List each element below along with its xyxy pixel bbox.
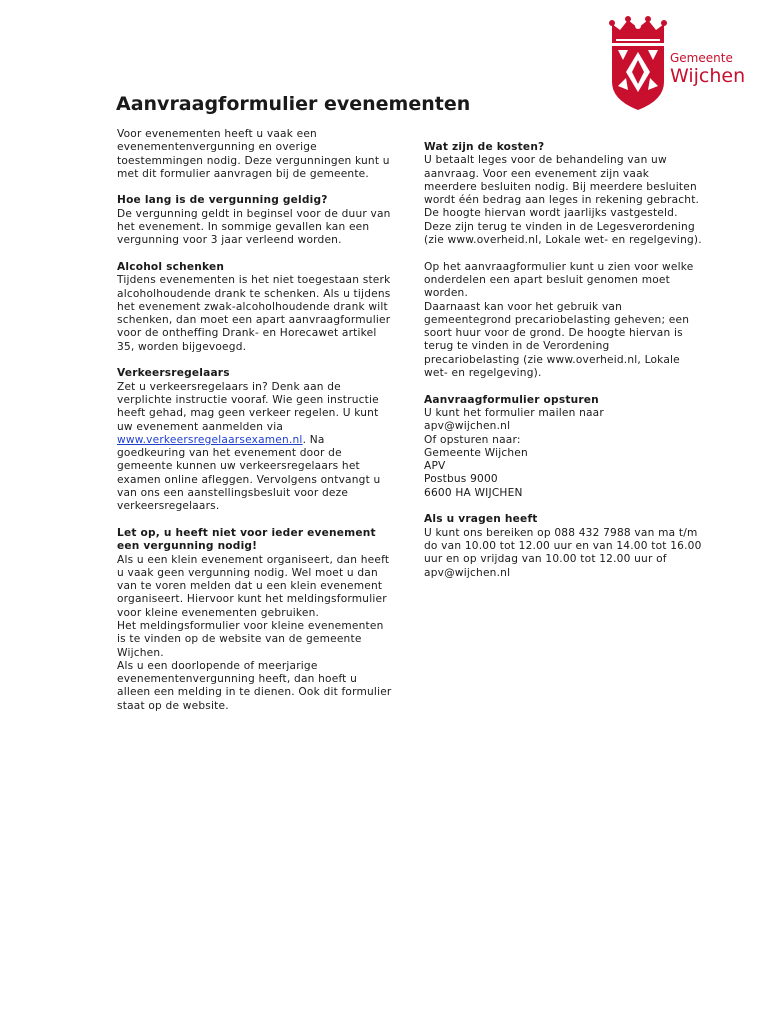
traffic-block xyxy=(117,367,393,513)
alcohol-text: Tijdens evenementen is het niet toegestaan sterk alcoholhoudende drank te schenken. Als u tijdens het evenement zwak-alcoholhoudende drank wilt schenken, dan moet een apart aanvraagformulier voor de ontheffing Drank- en Horecawet artikel 35, worden bijgevoegd. xyxy=(117,274,391,353)
right-column xyxy=(424,141,702,593)
traffic-heading: Verkeersregelaars xyxy=(117,367,230,380)
gemeente-wijchen-logo xyxy=(606,16,756,112)
questions-block xyxy=(424,513,702,579)
small-event-text-3: Als u een doorlopende of meerjarige evenementenvergunning heeft, dan hoeft u alleen een melding in te dienen. Ook dit formulier staat op de website. xyxy=(117,659,392,712)
logo-wordmark xyxy=(670,52,745,86)
send-block xyxy=(424,394,702,500)
precario-text-1: Op het aanvraagformulier kunt u zien voor welke onderdelen een apart besluit genomen moet worden. xyxy=(424,260,694,300)
intro-text: Voor evenementen heeft u vaak een evenementenvergunning en overige toestemmingen nodig. Deze vergunningen kunt u met dit formulier aanvragen bij de gemeente. xyxy=(117,128,390,180)
traffic-text-before: Zet u verkeersregelaars in? Denk aan de verplichte instructie vooraf. Wie geen instructie heeft gehad, mag geen verkeer regelen. U kunt uw evenement aanmelden via xyxy=(117,380,379,433)
validity-heading: Hoe lang is de vergunning geldig? xyxy=(117,194,328,207)
small-event-heading: Let op, u heeft niet voor ieder evenement een vergunning nodig! xyxy=(117,526,376,553)
small-event-text-2: Het meldingsformulier voor kleine evenementen is te vinden op de website van de gemeente Wijchen. xyxy=(117,619,384,659)
coat-of-arms-icon xyxy=(606,16,670,112)
send-email: apv@wijchen.nl xyxy=(424,420,511,433)
send-heading: Aanvraagformulier opsturen xyxy=(424,393,599,406)
questions-text: U kunt ons bereiken op 088 432 7988 van ma t/m do van 10.00 tot 12.00 uur en van 14.00 tot 16.00 uur en op vrijdag van 10.00 tot 12.00 uur of apv@wijchen.nl xyxy=(424,526,702,579)
costs-text: U betaalt leges voor de behandeling van uw aanvraag. Voor een evenement zijn vaak meerdere besluiten nodig. Bij meerdere besluiten wordt één bedrag aan leges in rekening gebracht. De hoogte hiervan wordt jaarlijks vastgesteld. Deze zijn terug te vinden in de Legesverordening (zie www.overheid.nl, Lokale wet- en regelgeving). xyxy=(424,154,702,247)
logo-line-wijchen: Wijchen xyxy=(670,65,746,87)
left-column xyxy=(117,128,393,726)
page-title: Aanvraagformulier evenementen xyxy=(116,93,471,115)
questions-heading: Als u vragen heeft xyxy=(424,513,538,526)
small-event-block xyxy=(117,527,393,713)
send-address-line: 6600 HA WIJCHEN xyxy=(424,486,523,499)
small-event-text-1: Als u een klein evenement organiseert, dan heeft u vaak geen vergunning nodig. Wel moet u dan van te voren melden dat u een klein evenement organiseert. Hiervoor kunt het meldingsformulier voor kleine evenementen gebruiken. xyxy=(117,553,390,619)
send-address-line: Postbus 9000 xyxy=(424,473,498,486)
send-address-line: APV xyxy=(424,460,446,473)
traffic-text xyxy=(117,381,393,514)
costs-heading: Wat zijn de kosten? xyxy=(424,141,545,153)
traffic-text-after: . Na goedkeuring van het evenement door de gemeente kunnen uw verkeersregelaars het examen online afleggen. Vervolgens ontvangt u van ons een aanstellingsbesluit voor deze verkeersregelaars. xyxy=(117,433,381,513)
verkeersregelaarsexamen-link[interactable]: www.verkeersregelaarsexamen.nl xyxy=(117,433,303,446)
alcohol-block xyxy=(117,261,393,354)
send-line: Of opsturen naar: xyxy=(424,433,521,446)
intro-block xyxy=(117,128,393,181)
precario-block xyxy=(424,261,702,381)
logo-line-gemeente: Gemeente xyxy=(670,51,733,65)
send-address-line: Gemeente Wijchen xyxy=(424,446,528,459)
alcohol-heading: Alcohol schenken xyxy=(117,260,225,273)
validity-text: De vergunning geldt in beginsel voor de duur van het evenement. In sommige gevallen kan een vergunning voor 3 jaar verleend worden. xyxy=(117,207,391,247)
send-line: U kunt het formulier mailen naar xyxy=(424,406,604,419)
costs-block xyxy=(424,141,702,247)
precario-text-2: Daarnaast kan voor het gebruik van gemeentegrond precariobelasting geheven; een soort huur voor de grond. De hoogte hiervan is terug te vinden in de Verordening precariobelasting (zie www.overheid.nl, Lokale wet- en regelgeving). xyxy=(424,300,690,380)
validity-block xyxy=(117,194,393,247)
